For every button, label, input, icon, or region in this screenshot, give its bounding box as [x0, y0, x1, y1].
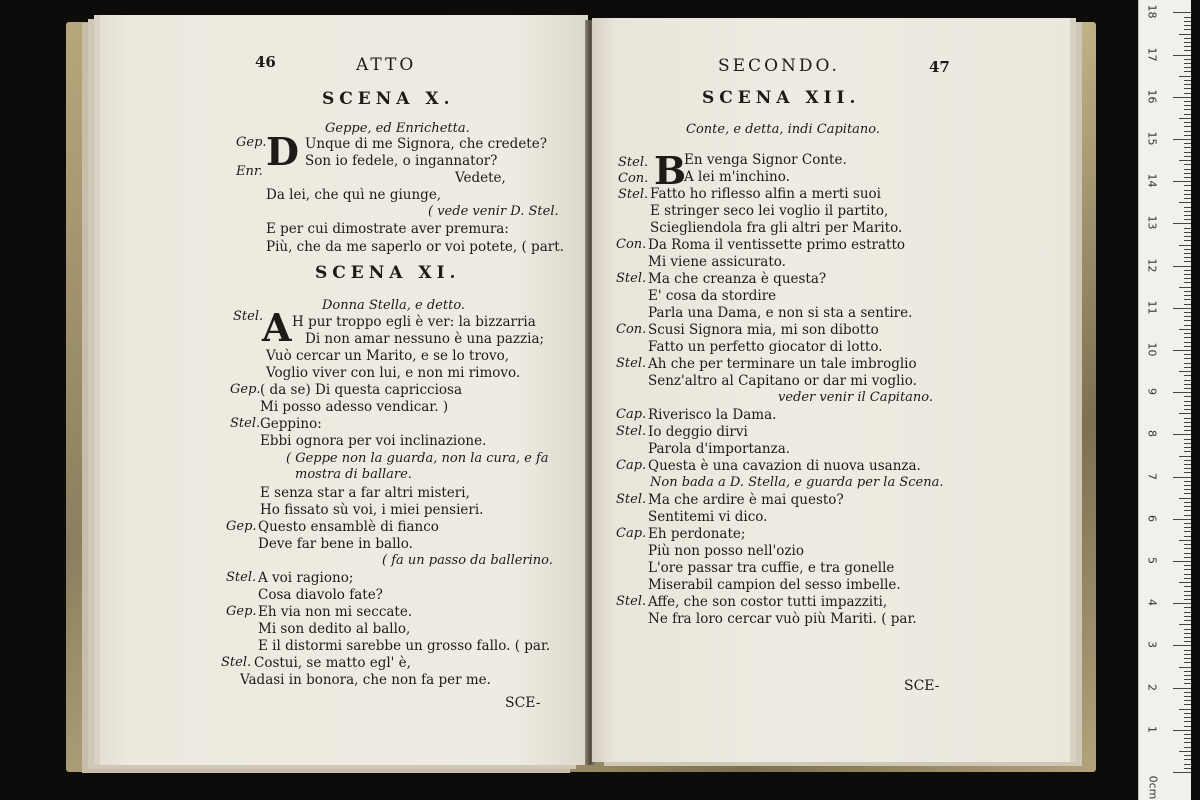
ruler-tick	[1184, 396, 1191, 397]
ruler-tick	[1184, 337, 1191, 338]
verse-line: Geppino:	[260, 416, 322, 432]
verse-line: Mi posso adesso vendicar. )	[260, 399, 449, 415]
verse-line: H pur troppo egli è ver: la bizzarria	[292, 314, 536, 330]
ruler-tick	[1184, 109, 1191, 110]
verse-line: E stringer seco lei voglio il partito,	[650, 203, 889, 219]
ruler-tick	[1184, 747, 1191, 748]
ruler-number: 10	[1145, 342, 1159, 357]
ruler-tick	[1184, 595, 1191, 596]
ruler-tick	[1184, 380, 1191, 381]
ruler-tick	[1179, 582, 1191, 583]
ruler-tick	[1184, 363, 1191, 364]
verse-line: Vedete,	[455, 170, 506, 186]
ruler-tick	[1173, 434, 1191, 435]
ruler-tick	[1184, 198, 1191, 199]
verse-line: Questo ensamblè di fianco	[258, 519, 439, 535]
ruler-tick	[1184, 633, 1191, 634]
ruler-tick	[1184, 164, 1191, 165]
ruler-tick	[1184, 63, 1191, 64]
drop-cap: D	[266, 129, 299, 174]
ruler-tick	[1184, 548, 1191, 549]
ruler-tick	[1184, 325, 1191, 326]
speaker-label: Enr.	[236, 164, 263, 179]
ruler-number: 15	[1145, 131, 1159, 146]
ruler-number: 4	[1145, 599, 1159, 607]
scene-title: SCENA XII.	[702, 88, 861, 108]
scene-cast: Conte, e detta, indi Capitano.	[686, 122, 881, 137]
ruler-tick	[1184, 299, 1191, 300]
ruler-tick	[1184, 42, 1191, 43]
speaker-label: Cap.	[616, 458, 647, 473]
ruler-tick	[1184, 126, 1191, 127]
ruler-tick	[1184, 46, 1191, 47]
verse-line: A voi ragiono;	[258, 570, 354, 586]
verse-line: Ah che per terminare un tale imbroglio	[648, 356, 917, 372]
ruler-tick	[1184, 143, 1191, 144]
ruler-number: 8	[1145, 430, 1159, 438]
ruler-tick	[1184, 738, 1191, 739]
ruler-tick	[1173, 308, 1191, 309]
ruler-tick	[1184, 38, 1191, 39]
ruler-tick	[1184, 304, 1191, 305]
speaker-label: Stel.	[616, 271, 647, 286]
verse-line: E il distormi sarebbe un grosso fallo. ( par.	[258, 638, 551, 654]
ruler-tick	[1184, 312, 1191, 313]
verse-line: L'ore passar tra cuffie, e tra gonelle	[648, 560, 895, 576]
ruler-tick	[1184, 240, 1191, 241]
ruler-tick	[1184, 405, 1191, 406]
ruler-tick	[1184, 717, 1191, 718]
ruler-tick	[1184, 194, 1191, 195]
ruler-tick	[1173, 97, 1191, 98]
ruler-tick	[1184, 270, 1191, 271]
verse-line: Deve far bene in ballo.	[258, 536, 413, 552]
ruler-tick	[1179, 287, 1191, 288]
ruler-tick	[1184, 426, 1191, 427]
ruler-tick	[1184, 506, 1191, 507]
ruler-tick	[1184, 156, 1191, 157]
ruler-tick	[1184, 439, 1191, 440]
ruler-tick	[1184, 692, 1191, 693]
verse-line: Mi son dedito al ballo,	[258, 621, 411, 637]
ruler-tick	[1179, 160, 1191, 161]
ruler-unit-label: 0cm	[1146, 775, 1160, 800]
verse-line: Riverisco la Dama.	[648, 407, 777, 423]
speaker-label: Gep.	[226, 604, 257, 619]
ruler-tick	[1184, 460, 1191, 461]
ruler-tick	[1184, 704, 1191, 705]
verse-line: E' cosa da stordire	[648, 288, 777, 304]
speaker-label: Stel.	[616, 356, 647, 371]
ruler-tick	[1184, 282, 1191, 283]
ruler-tick	[1184, 401, 1191, 402]
ruler-number: 5	[1145, 557, 1159, 564]
ruler-tick	[1184, 253, 1191, 254]
ruler-tick	[1184, 67, 1191, 68]
ruler-tick	[1184, 147, 1191, 148]
ruler-tick	[1184, 320, 1191, 321]
ruler-tick	[1184, 493, 1191, 494]
ruler-tick	[1184, 544, 1191, 545]
verse-line: ( da se) Di questa capricciosa	[260, 382, 463, 398]
ruler-tick	[1184, 510, 1191, 511]
ruler-tick	[1173, 12, 1191, 13]
verse-line: Fatto un perfetto giocator di lotto.	[648, 339, 883, 355]
stage-direction: Non bada a D. Stella, e guarda per la Scena.	[650, 475, 944, 490]
ruler-tick	[1184, 447, 1191, 448]
ruler-number: 16	[1145, 89, 1159, 104]
ruler-tick	[1184, 152, 1191, 153]
page-number: 46	[255, 53, 276, 71]
ruler-tick	[1184, 88, 1191, 89]
verse-line: Cosa diavolo fate?	[258, 587, 383, 603]
ruler-tick	[1184, 169, 1191, 170]
speaker-label: Stel.	[616, 492, 647, 507]
right-page	[592, 18, 1070, 762]
ruler-tick	[1184, 515, 1191, 516]
ruler-tick	[1173, 55, 1191, 56]
ruler-tick	[1184, 591, 1191, 592]
ruler-tick	[1184, 607, 1191, 608]
ruler-tick	[1184, 696, 1191, 697]
verse-line: A lei m'inchino.	[684, 169, 790, 185]
speaker-label: Stel.	[616, 424, 647, 439]
ruler-tick	[1184, 409, 1191, 410]
ruler-tick	[1184, 713, 1191, 714]
verse-line: Vuò cercar un Marito, e se lo trovo,	[266, 348, 510, 364]
ruler-tick	[1184, 278, 1191, 279]
ruler-tick	[1179, 456, 1191, 457]
speaker-label: Cap.	[616, 526, 647, 541]
measuring-ruler	[1138, 0, 1191, 800]
ruler-tick	[1184, 472, 1191, 473]
ruler-number: 6	[1145, 514, 1159, 522]
ruler-tick	[1179, 202, 1191, 203]
scene-title: SCENA XI.	[315, 263, 461, 283]
verse-line: Mi viene assicurato.	[648, 254, 786, 270]
ruler-tick	[1179, 413, 1191, 414]
ruler-tick	[1173, 350, 1191, 351]
scene-title: SCENA X.	[322, 89, 455, 109]
ruler-tick	[1184, 131, 1191, 132]
ruler-tick	[1184, 616, 1191, 617]
ruler-tick	[1179, 709, 1191, 710]
ruler-tick	[1184, 553, 1191, 554]
ruler-tick	[1179, 76, 1191, 77]
ruler-tick	[1179, 371, 1191, 372]
ruler-tick	[1184, 620, 1191, 621]
stage-direction: ( vede venir D. Stel.	[428, 204, 559, 219]
verse-line: Costui, se matto egl' è,	[254, 655, 411, 671]
stage-direction: ( Geppe non la guarda, non la cura, e fa	[286, 451, 549, 466]
ruler-tick	[1173, 603, 1191, 604]
speaker-label: Gep.	[226, 519, 257, 534]
ruler-number: 3	[1145, 641, 1159, 649]
ruler-tick	[1184, 114, 1191, 115]
ruler-tick	[1184, 215, 1191, 216]
ruler-tick	[1184, 565, 1191, 566]
ruler-tick	[1184, 650, 1191, 651]
ruler-tick	[1173, 181, 1191, 182]
ruler-tick	[1184, 173, 1191, 174]
stage-direction: ( fa un passo da ballerino.	[382, 553, 553, 568]
ruler-tick	[1173, 561, 1191, 562]
ruler-tick	[1184, 536, 1191, 537]
speaker-label: Con.	[616, 322, 647, 337]
ruler-number: 12	[1145, 258, 1159, 273]
page-number: 47	[929, 58, 950, 76]
ruler-tick	[1184, 17, 1191, 18]
verse-line: Son io fedele, o ingannator?	[305, 153, 498, 169]
ruler-tick	[1184, 443, 1191, 444]
ruler-tick	[1179, 245, 1191, 246]
verse-line: Ma che creanza è questa?	[648, 271, 827, 287]
ruler-tick	[1179, 118, 1191, 119]
ruler-tick	[1184, 523, 1191, 524]
ruler-number: 14	[1145, 173, 1159, 188]
speaker-label: Cap.	[616, 407, 647, 422]
verse-line: Parla una Dama, e non si sta a sentire.	[648, 305, 913, 321]
ruler-tick	[1184, 333, 1191, 334]
speaker-label: Stel.	[618, 155, 649, 170]
ruler-tick	[1184, 316, 1191, 317]
ruler-tick	[1184, 569, 1191, 570]
speaker-label: Stel.	[618, 187, 649, 202]
ruler-tick	[1184, 71, 1191, 72]
ruler-tick	[1184, 557, 1191, 558]
drop-cap: B	[654, 148, 687, 193]
ruler-tick	[1184, 101, 1191, 102]
ruler-tick	[1184, 683, 1191, 684]
ruler-tick	[1184, 342, 1191, 343]
ruler-tick	[1184, 358, 1191, 359]
ruler-number: 7	[1145, 472, 1159, 480]
ruler-tick	[1184, 658, 1191, 659]
stage-direction: veder venir il Capitano.	[778, 390, 934, 405]
verse-line: Parola d'importanza.	[648, 441, 791, 457]
ruler-number: 2	[1145, 683, 1159, 691]
ruler-tick	[1184, 675, 1191, 676]
ruler-tick	[1179, 624, 1191, 625]
ruler-tick	[1184, 228, 1191, 229]
ruler-tick	[1184, 527, 1191, 528]
ruler-tick	[1184, 734, 1191, 735]
ruler-tick	[1173, 477, 1191, 478]
verse-line: E senza star a far altri misteri,	[260, 485, 470, 501]
ruler-tick	[1184, 367, 1191, 368]
ruler-tick	[1184, 29, 1191, 30]
ruler-tick	[1184, 481, 1191, 482]
ruler-tick	[1184, 637, 1191, 638]
ruler-tick	[1179, 34, 1191, 35]
ruler-tick	[1184, 679, 1191, 680]
speaker-label: Stel.	[616, 594, 647, 609]
ruler-tick	[1184, 612, 1191, 613]
ruler-tick	[1184, 531, 1191, 532]
ruler-tick	[1184, 274, 1191, 275]
ruler-tick	[1184, 50, 1191, 51]
verse-line: Eh perdonate;	[648, 526, 746, 542]
ruler-tick	[1184, 122, 1191, 123]
verse-line: Unque di me Signora, che credete?	[305, 136, 547, 152]
ruler-tick	[1179, 498, 1191, 499]
speaker-label: Stel.	[226, 570, 257, 585]
speaker-label: Stel.	[233, 309, 264, 324]
ruler-tick	[1184, 261, 1191, 262]
verse-line: Senz'altro al Capitano or dar mi voglio.	[648, 373, 917, 389]
running-head: ATTO	[356, 55, 417, 75]
ruler-tick	[1184, 257, 1191, 258]
ruler-tick	[1184, 105, 1191, 106]
ruler-tick	[1184, 185, 1191, 186]
ruler-tick	[1184, 375, 1191, 376]
verse-line: Vadasi in bonora, che non fa per me.	[240, 672, 491, 688]
ruler-tick	[1184, 768, 1191, 769]
ruler-tick	[1184, 177, 1191, 178]
ruler-number: 17	[1145, 47, 1159, 62]
ruler-tick	[1184, 84, 1191, 85]
ruler-tick	[1184, 219, 1191, 220]
speaker-label: Gep.	[236, 135, 267, 150]
ruler-tick	[1184, 578, 1191, 579]
ruler-tick	[1184, 346, 1191, 347]
verse-line: Scusi Signora mia, mi son dibotto	[648, 322, 879, 338]
ruler-tick	[1184, 249, 1191, 250]
ruler-number: 11	[1145, 300, 1159, 315]
verse-line: Io deggio dirvi	[648, 424, 748, 440]
ruler-tick	[1184, 422, 1191, 423]
verse-line: Ho fissato sù voi, i miei pensieri.	[260, 502, 484, 518]
verse-line: Da Roma il ventissette primo estratto	[648, 237, 906, 253]
ruler-tick	[1184, 662, 1191, 663]
ruler-tick	[1184, 295, 1191, 296]
verse-line: Questa è una cavazion di nuova usanza.	[648, 458, 921, 474]
ruler-tick	[1184, 764, 1191, 765]
ruler-tick	[1173, 688, 1191, 689]
ruler-tick	[1184, 430, 1191, 431]
ruler-tick	[1184, 485, 1191, 486]
ruler-tick	[1179, 329, 1191, 330]
drop-cap: A	[262, 305, 292, 350]
ruler-number: 18	[1145, 4, 1159, 19]
ruler-tick	[1184, 464, 1191, 465]
ruler-tick	[1184, 207, 1191, 208]
ruler-tick	[1184, 654, 1191, 655]
ruler-tick	[1184, 700, 1191, 701]
ruler-number: 9	[1145, 388, 1159, 396]
verse-line: Voglio viver con lui, e non mi rimovo.	[266, 365, 521, 381]
catchword: SCE-	[904, 678, 940, 694]
catchword: SCE-	[505, 695, 541, 711]
verse-line: Eh via non mi seccate.	[258, 604, 413, 620]
ruler-tick	[1184, 190, 1191, 191]
verse-line: Sentitemi vi dico.	[648, 509, 768, 525]
ruler-tick	[1184, 742, 1191, 743]
ruler-tick	[1184, 384, 1191, 385]
ruler-tick	[1184, 236, 1191, 237]
verse-line: Da lei, che quì ne giunge,	[266, 187, 442, 203]
speaker-label: Con.	[618, 171, 649, 186]
ruler-tick	[1184, 726, 1191, 727]
ruler-tick	[1184, 599, 1191, 600]
speaker-label: Gep.	[230, 382, 261, 397]
running-head: SECONDO.	[718, 56, 840, 76]
ruler-tick	[1184, 586, 1191, 587]
ruler-tick	[1184, 388, 1191, 389]
verse-line: Ebbi ognora per voi inclinazione.	[260, 433, 487, 449]
verse-line: Ne fra loro cercar vuò più Mariti. ( par.	[648, 611, 917, 627]
ruler-tick	[1179, 751, 1191, 752]
verse-line: Più, che da me saperlo or voi potete, ( part.	[266, 239, 564, 255]
verse-line: E per cui dimostrate aver premura:	[266, 221, 509, 237]
ruler-tick	[1184, 502, 1191, 503]
verse-line: Sciegliendola fra gli altri per Marito.	[650, 220, 903, 236]
ruler-tick	[1184, 135, 1191, 136]
verse-line: Di non amar nessuno è una pazzia;	[305, 331, 545, 347]
ruler-tick	[1184, 641, 1191, 642]
verse-line: Fatto ho riflesso alfin a merti suoi	[650, 186, 881, 202]
verse-line: Più non posso nell'ozio	[648, 543, 804, 559]
ruler-tick	[1184, 418, 1191, 419]
ruler-tick	[1184, 93, 1191, 94]
ruler-tick	[1184, 291, 1191, 292]
ruler-tick	[1179, 540, 1191, 541]
scene-cast: Donna Stella, e detto.	[322, 298, 466, 313]
stage-direction: mostra di ballare.	[295, 467, 412, 482]
ruler-tick	[1184, 574, 1191, 575]
ruler-tick	[1184, 232, 1191, 233]
speaker-label: Stel.	[230, 416, 261, 431]
ruler-tick	[1184, 80, 1191, 81]
ruler-tick	[1173, 730, 1191, 731]
ruler-tick	[1173, 223, 1191, 224]
ruler-tick	[1184, 671, 1191, 672]
speaker-label: Con.	[616, 237, 647, 252]
ruler-tick	[1184, 354, 1191, 355]
ruler-tick	[1184, 211, 1191, 212]
ruler-tick	[1173, 519, 1191, 520]
ruler-tick	[1184, 468, 1191, 469]
ruler-tick	[1173, 772, 1191, 773]
ruler-tick	[1173, 645, 1191, 646]
verse-line: Miserabil campion del sesso imbelle.	[648, 577, 901, 593]
left-page	[100, 15, 588, 765]
scene-cast: Geppe, ed Enrichetta.	[325, 121, 470, 136]
ruler-tick	[1184, 755, 1191, 756]
ruler-tick	[1184, 759, 1191, 760]
ruler-number: 1	[1145, 725, 1159, 733]
ruler-tick	[1184, 21, 1191, 22]
ruler-tick	[1179, 667, 1191, 668]
ruler-tick	[1173, 139, 1191, 140]
speaker-label: Stel.	[221, 655, 252, 670]
ruler-tick	[1184, 451, 1191, 452]
verse-line: Ma che ardire è mai questo?	[648, 492, 844, 508]
ruler-tick	[1184, 629, 1191, 630]
ruler-tick	[1173, 392, 1191, 393]
ruler-tick	[1184, 489, 1191, 490]
ruler-number: 13	[1145, 215, 1159, 230]
verse-line: Affe, che son costor tutti impazziti,	[648, 594, 888, 610]
verse-line: En venga Signor Conte.	[684, 152, 847, 168]
ruler-tick	[1184, 25, 1191, 26]
ruler-tick	[1184, 59, 1191, 60]
ruler-tick	[1173, 266, 1191, 267]
ruler-tick	[1184, 721, 1191, 722]
